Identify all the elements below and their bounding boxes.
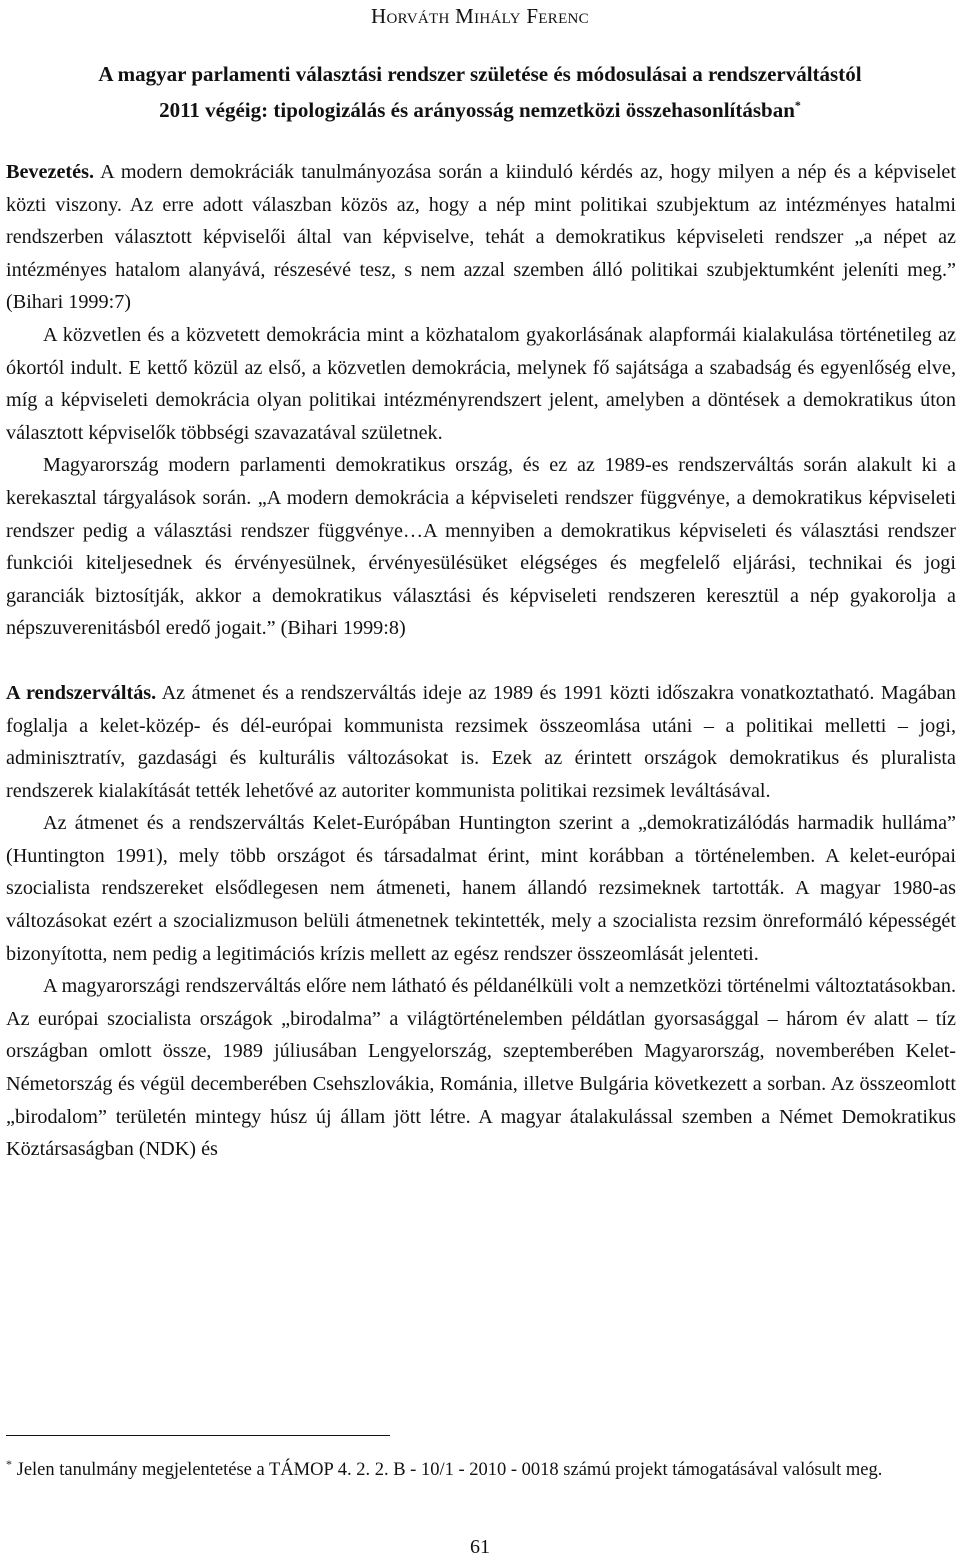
intro-paragraph-1	[6, 156, 956, 319]
author-name: Horváth Mihály Ferenc	[371, 4, 589, 28]
page-number: 61	[470, 1536, 490, 1558]
footnote-text: Jelen tanulmány megjelentetése a TÁMOP 4. 2. 2. B - 10/1 - 2010 - 0018 számú projekt támogatásával valósult meg.	[12, 1460, 883, 1480]
intro-paragraph-2: A közvetlen és a közvetett demokrácia mint a közhatalom gyakorlásának alapformái kialakulása történetileg az ókortól indult. E kettő közül az első, a közvetlen demokrácia, melynek fő sajátsága a szabadság és egyenlőség elve, míg a képviseleti demokrácia olyan politikai intézményrendszert jelent, amelyben a döntések a demokratikus úton választott képviselők többségi szavazatával születnek.	[6, 323, 956, 444]
title-line-2: 2011 végéig: tipologizálás és arányosság nemzetközi összehasonlításban	[159, 98, 795, 122]
footnote-divider	[6, 1435, 390, 1436]
section-heading-transition: A rendszerváltás.	[6, 681, 157, 704]
paragraph-text: Az átmenet és a rendszerváltás ideje az 1989 és 1991 közti időszakra vonatkoztatható. Magában foglalja a kelet-közép- és dél-európai kommunista rezsimek összeomlása utáni – a politikai melletti – jogi, adminisztratív, gazdasági és kulturális változásokat is. Ezek az érintett országok demokratikus és pluralista rendszerek kialakítását tették lehetővé az autoriter kommunista politikai rezsimek leváltásával.	[6, 681, 957, 802]
transition-paragraph-2: Az átmenet és a rendszerváltás Kelet-Európában Huntington szerint a „demokratizálódás harmadik hulláma” (Huntington 1991), mely több országot és társadalmat érint, mint korábban a történelemben. A kelet-európai szocialista rendszereket elsődlegesen nem átmeneti, hanem állandó rezsimeknek tartották. A magyar 1980-as változásokat ezért a szocializmuson belüli átmenetnek tekintették, mely a szocialista rezsim önreformáló képességét bizonyította, nem pedig a legitimációs krízis mellett az egész rendszer összeomlását jelenteti.	[6, 812, 956, 965]
title-line-1: A magyar parlamenti választási rendszer születése és módosulásai a rendszerváltástól	[98, 62, 862, 86]
article-title	[6, 56, 954, 128]
intro-paragraph-3: Magyarország modern parlamenti demokratikus ország, és ez az 1989-es rendszerváltás során alakult ki a kerekasztal tárgyalások során. „A modern demokrácia a képviseleti rendszer függvénye, a demokratikus képviseleti rendszer pedig a választási rendszer függvénye…A mennyiben a demokratikus képviseleti és választási rendszer funkciói kiteljesednek és érvényesülnek, érvényesülésüket elégséges és megfelelő eljárási, technikai és jogi garanciák biztosítják, akkor a demokratikus választási és képviseleti rendszeren keresztül a nép gyakorolja a népszuverenitásból eredő jogait.” (Bihari 1999:8)	[6, 454, 956, 640]
footnote-marker: *	[6, 1456, 12, 1471]
footnote	[6, 1455, 956, 1485]
paragraph-text: A modern demokráciák tanulmányozása során a kiinduló kérdés az, hogy milyen a nép és a képviselet közti viszony. Az erre adott válaszban közös az, hogy a nép mint politikai szubjektum az intézményes hatalmi rendszerben választott képviselői által van képviselve, tehát a demokratikus képviseleti rendszer „a népet az intézményes hatalom alanyává, részesévé tesz, s nem azzal szemben álló politikai szubjektumként jeleníti meg.” (Bihari 1999:7)	[6, 161, 956, 314]
transition-paragraph-3: A magyarországi rendszerváltás előre nem látható és példanélküli volt a nemzetközi történelmi változtatásokban. Az európai szocialista országok „birodalma” a világtörténelemben példátlan gyorsasággal – három év alatt – tíz országban omlott össze, 1989 júliusában Lengyelország, szeptemberében Magyarország, novemberében Kelet-Németország és végül decemberében Csehszlovákia, Románia, illetve Bulgária következett a sorban. Az összeomlott „birodalom” területén mintegy húsz új állam jött létre. A magyar átalakulással szemben a Német Demokratikus Köztársaságban (NDK) és	[6, 975, 956, 1161]
article-body	[6, 156, 956, 1166]
section-heading-intro: Bevezetés.	[6, 161, 94, 183]
transition-paragraph-1	[6, 677, 956, 807]
title-footnote-marker: *	[794, 98, 801, 112]
